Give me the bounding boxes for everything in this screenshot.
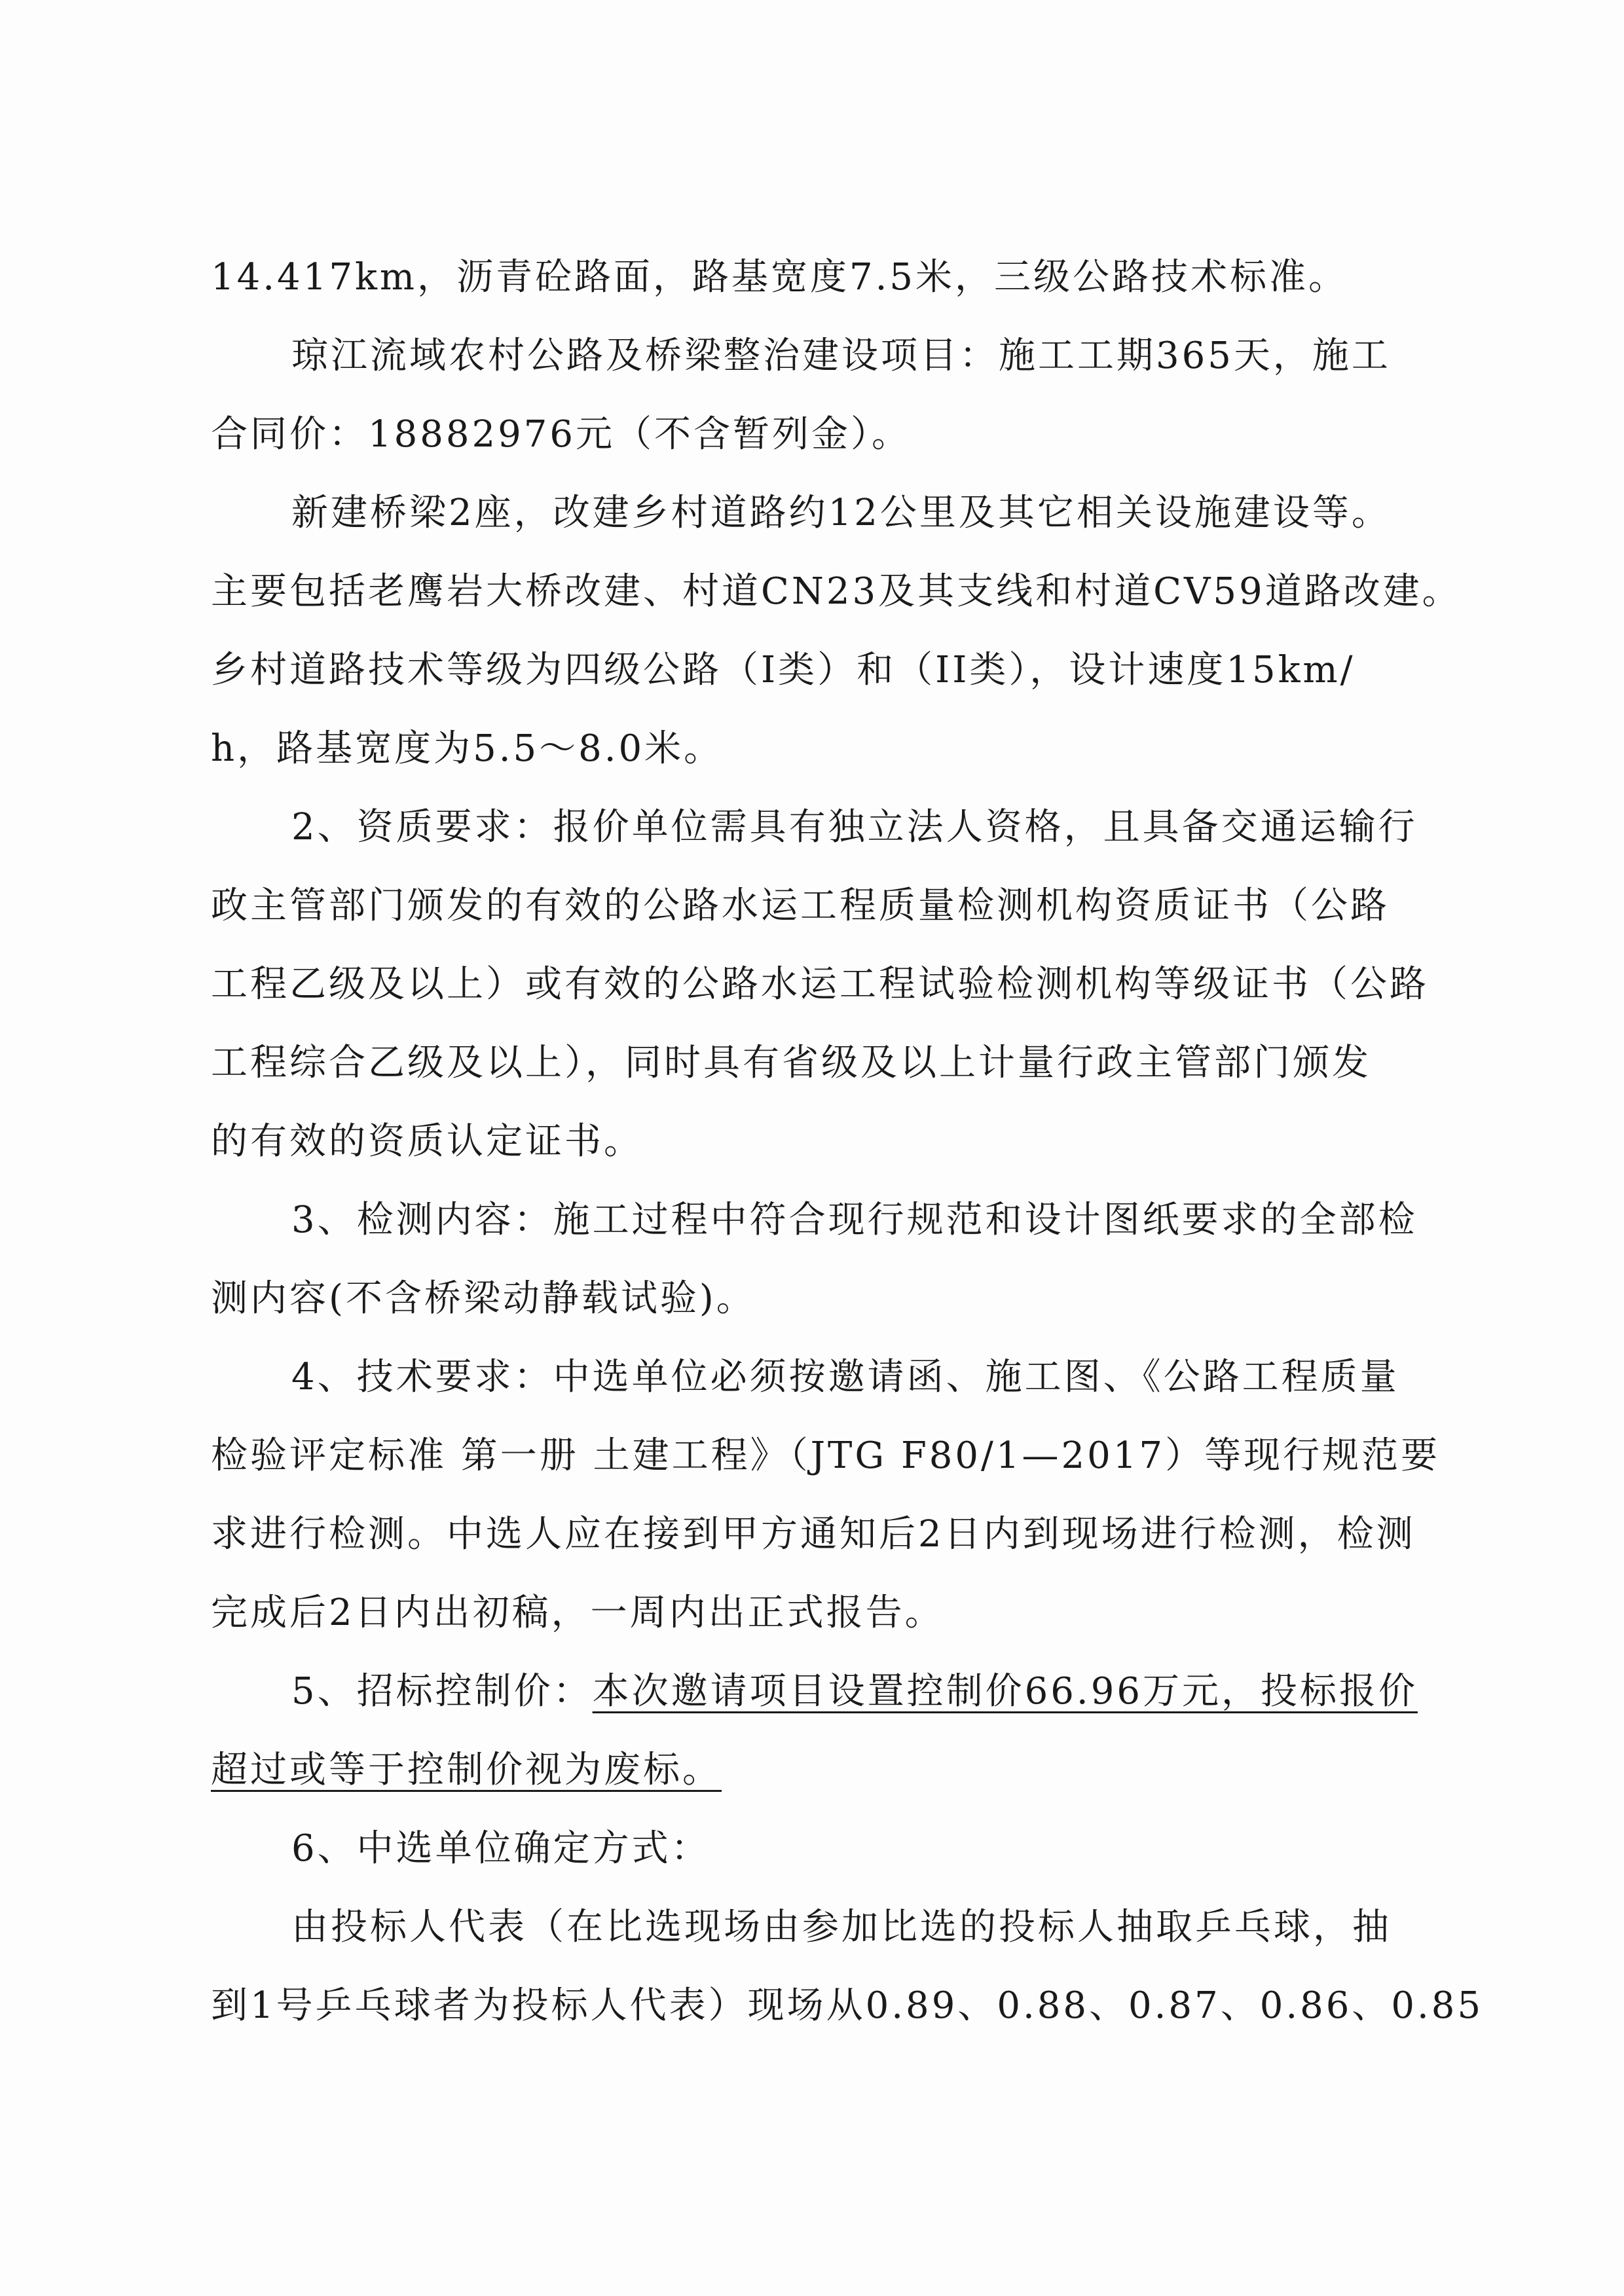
paragraph-line: 由投标人代表（在比选现场由参加比选的投标人抽取乒乓球，抽 [291,1906,1392,1948]
paragraph-line: 4、技术要求：中选单位必须按邀请函、施工图、《公路工程质量 [291,1356,1399,1398]
paragraph-line: 琼江流域农村公路及桥梁整治建设项目：施工工期365天，施工 [291,335,1391,377]
paragraph-line: 政主管部门颁发的有效的公路水运工程质量检测机构资质证书（公路 [211,884,1390,927]
paragraph-line: h，路基宽度为5.5～8.0米。 [211,727,724,770]
paragraph-line: 3、检测内容：施工过程中符合现行规范和设计图纸要求的全部检 [291,1199,1418,1241]
paragraph-line: 求进行检测。中选人应在接到甲方通知后2日内到现场进行检测，检测 [211,1513,1416,1556]
paragraph-line: 到1号乒乓球者为投标人代表）现场从0.89、0.88、0.87、0.86、0.85 [211,1984,1484,2027]
section-heading: 6、中选单位确定方式： [291,1827,710,1870]
paragraph-line: 新建桥梁2座，改建乡村道路约12公里及其它相关设施建设等。 [291,492,1391,534]
control-price-line [291,1668,1418,1715]
control-price-line-2 [211,1747,722,1794]
paragraph-line: 的有效的资质认定证书。 [211,1120,643,1163]
paragraph-line: 合同价：18882976元（不含暂列金）。 [211,413,912,456]
paragraph-line: 乡村道路技术等级为四级公路（I类）和（II类），设计速度15km/ [211,649,1356,691]
paragraph-line: 检验评定标准 第一册 土建工程》（JTG F80/1—2017）等现行规范要 [211,1434,1441,1477]
control-price-underlined-text: 本次邀请项目设置控制价66.96万元，投标报价 [592,1670,1418,1713]
paragraph-line: 14.417km，沥青砼路面，路基宽度7.5米，三级公路技术标准。 [211,256,1348,299]
paragraph-line: 工程综合乙级及以上），同时具有省级及以上计量行政主管部门颁发 [211,1042,1371,1084]
paragraph-line: 2、资质要求：报价单位需具有独立法人资格，且具备交通运输行 [291,806,1418,848]
control-price-underlined-text: 超过或等于控制价视为废标。 [211,1749,722,1791]
paragraph-line: 主要包括老鹰岩大桥改建、村道CN23及其支线和村道CV59道路改建。 [211,570,1462,613]
paragraph-line: 测内容(不含桥梁动静载试验)。 [211,1277,756,1320]
paragraph-line: 工程乙级及以上）或有效的公路水运工程试验检测机构等级证书（公路 [211,963,1429,1006]
control-price-heading: 5、招标控制价： [291,1670,593,1713]
paragraph-line: 完成后2日内出初稿，一周内出正式报告。 [211,1592,944,1634]
